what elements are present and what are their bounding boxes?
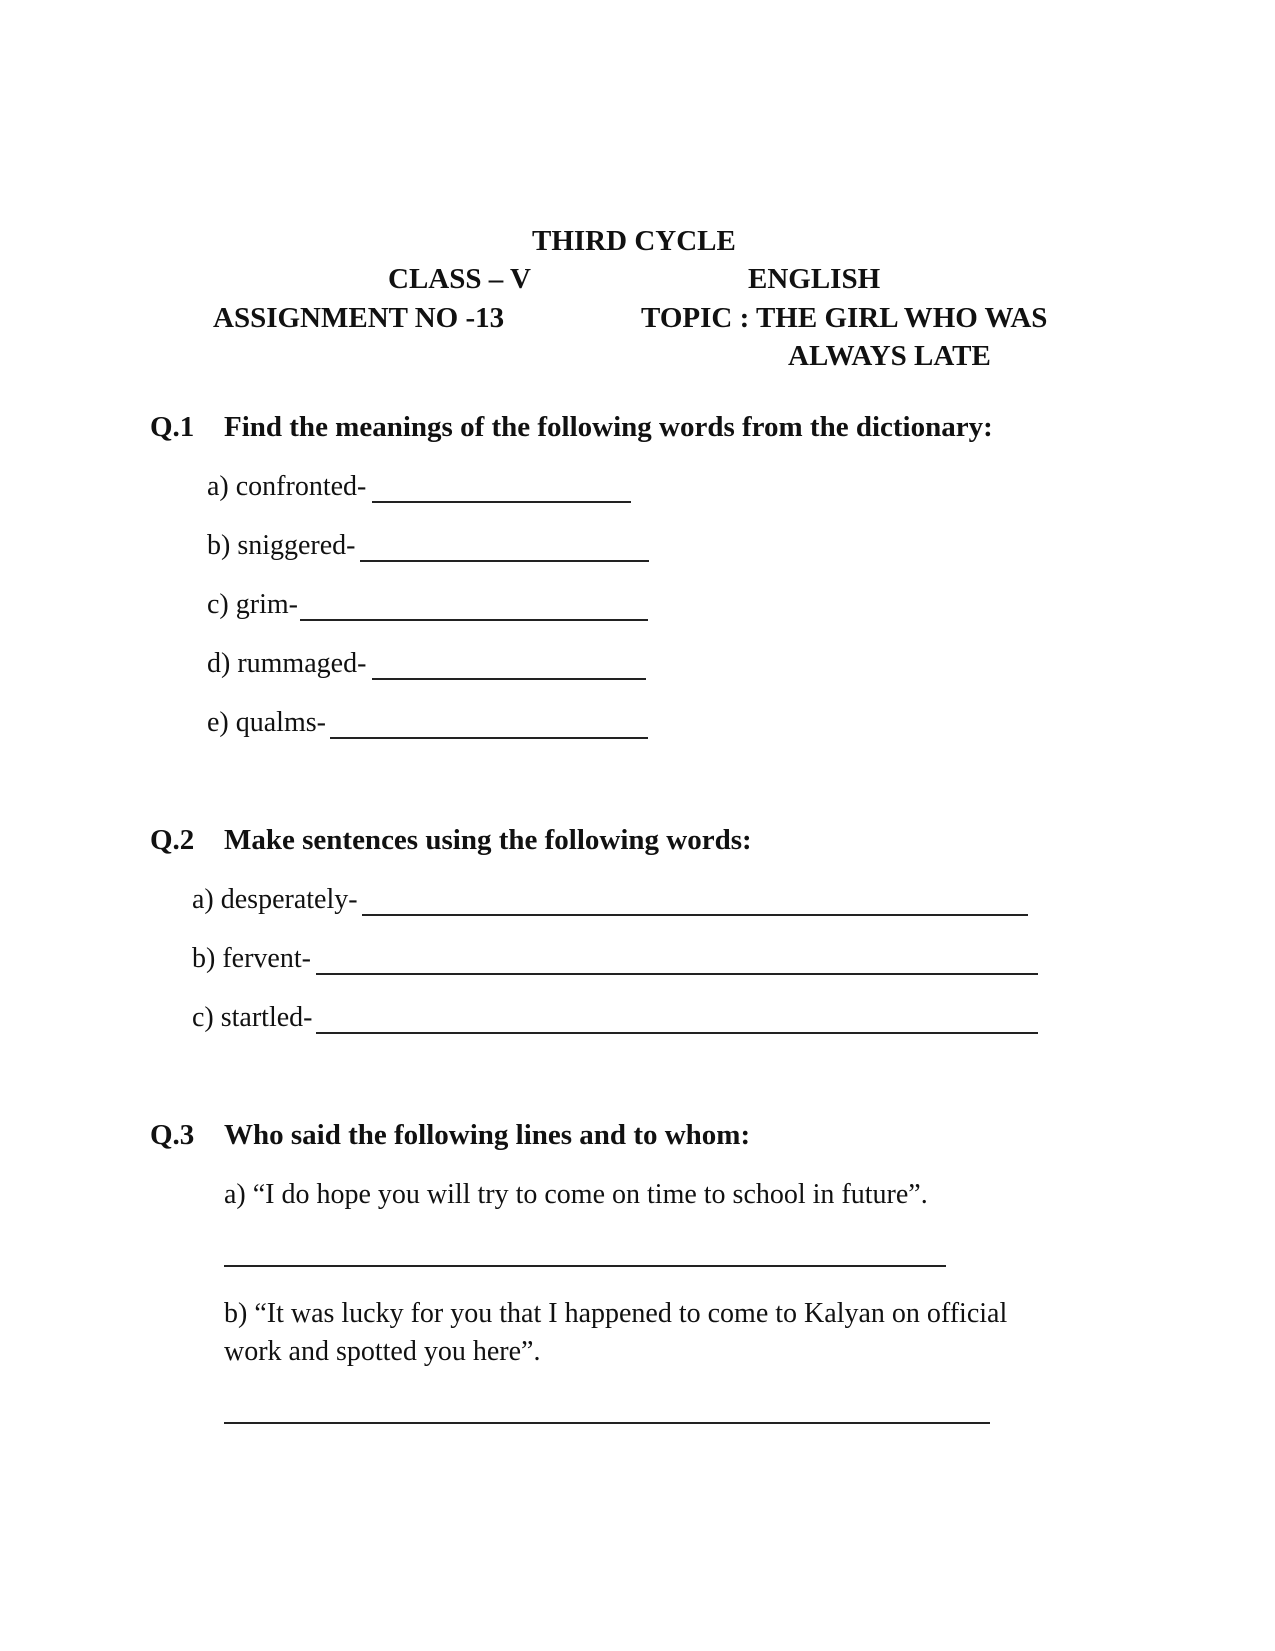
q1-item-d-label: d) rummaged-	[207, 648, 367, 679]
q1-item-e-label: e) qualms-	[207, 707, 326, 738]
topic-heading-line2: ALWAYS LATE	[788, 340, 991, 372]
q2-item-a-label: a) desperately-	[192, 884, 358, 915]
question-2-number: Q.2	[150, 824, 195, 856]
subject-heading: ENGLISH	[748, 263, 881, 295]
question-1-prompt: Find the meanings of the following words from the dictionary:	[224, 411, 993, 443]
q1-item-c-answer-line[interactable]	[300, 619, 648, 621]
class-heading: CLASS – V	[388, 263, 531, 295]
q2-item-b-answer-line[interactable]	[316, 973, 1038, 975]
q1-item-b-answer-line[interactable]	[360, 560, 649, 562]
question-2-prompt: Make sentences using the following words:	[224, 824, 752, 856]
question-3-number: Q.3	[150, 1119, 195, 1151]
q3-item-b-answer-line[interactable]	[224, 1422, 990, 1424]
q1-item-c-label: c) grim-	[207, 589, 298, 620]
q1-item-a-label: a) confronted-	[207, 471, 367, 502]
question-3-prompt: Who said the following lines and to whom:	[224, 1119, 751, 1151]
q1-item-e-answer-line[interactable]	[330, 737, 648, 739]
topic-heading-line1: TOPIC : THE GIRL WHO WAS	[641, 302, 1048, 334]
cycle-heading: THIRD CYCLE	[532, 225, 736, 257]
assignment-heading: ASSIGNMENT NO -13	[213, 302, 505, 334]
q1-item-b-label: b) sniggered-	[207, 530, 356, 561]
q3-item-b-quote-line1: b) “It was lucky for you that I happened to come to Kalyan on official	[224, 1298, 1008, 1329]
question-1-number: Q.1	[150, 411, 195, 443]
q3-item-a-quote: a) “I do hope you will try to come on time to school in future”.	[224, 1179, 928, 1210]
q3-item-b-quote-line2: work and spotted you here”.	[224, 1336, 541, 1367]
q2-item-c-answer-line[interactable]	[316, 1032, 1038, 1034]
q3-item-a-answer-line[interactable]	[224, 1265, 946, 1267]
q1-item-a-answer-line[interactable]	[372, 501, 631, 503]
q2-item-a-answer-line[interactable]	[362, 914, 1028, 916]
q1-item-d-answer-line[interactable]	[372, 678, 646, 680]
q2-item-b-label: b) fervent-	[192, 943, 311, 974]
q2-item-c-label: c) startled-	[192, 1002, 313, 1033]
